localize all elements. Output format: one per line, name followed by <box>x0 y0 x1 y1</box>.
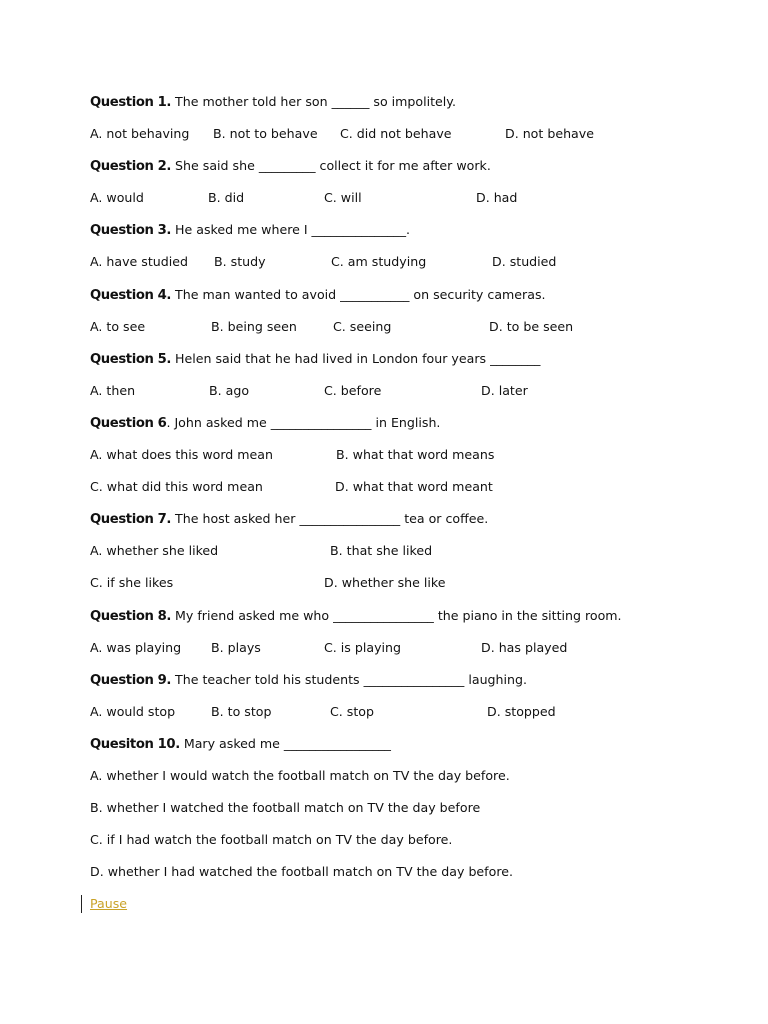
question-7-text: The host asked her ________________ tea or coffee. <box>171 511 489 527</box>
question-7-options-row-2 <box>90 573 740 605</box>
question-2-text: She said she _________ collect it for me after work. <box>171 158 491 174</box>
question-2-label: Question 2. <box>90 159 172 175</box>
question-4-option-b: B. being seen <box>211 318 297 334</box>
question-6-option-d: D. what that word meant <box>335 479 493 495</box>
question-9-label: Question 9. <box>90 672 172 688</box>
question-5-option-c: C. before <box>324 382 382 398</box>
question-3-option-a: A. have studied <box>90 254 189 270</box>
question-2-options <box>90 188 740 220</box>
question-10-label: Quesiton 10. <box>90 736 180 752</box>
question-10-option-b: B. whether I watched the football match on TV the day before <box>90 800 481 816</box>
question-8-options <box>90 638 740 670</box>
question-6-label: Question 6 <box>90 415 167 431</box>
question-1 <box>90 92 740 124</box>
question-7 <box>90 509 740 541</box>
question-5-options <box>90 381 740 413</box>
question-3-text: He asked me where I _______________. <box>171 222 411 238</box>
question-7-options-row-1 <box>90 541 740 573</box>
question-9-option-a: A. would stop <box>90 703 176 719</box>
question-6-option-b: B. what that word means <box>336 447 495 463</box>
question-8-option-c: C. is playing <box>324 639 402 655</box>
question-7-option-d: D. whether she like <box>324 575 446 591</box>
pause-row <box>90 894 740 918</box>
question-8-option-a: A. was playing <box>90 639 182 655</box>
question-9-option-b: B. to stop <box>211 703 272 719</box>
question-5-text: Helen said that he had lived in London four years ________ <box>171 350 541 366</box>
question-4-options <box>90 317 740 349</box>
question-5-option-b: B. ago <box>209 382 250 398</box>
question-2-option-d: D. had <box>476 190 518 206</box>
question-3-option-b: B. study <box>214 254 266 270</box>
question-1-option-d: D. not behave <box>505 126 594 142</box>
question-3 <box>90 220 740 252</box>
question-7-label: Question 7. <box>90 512 172 528</box>
question-9-option-d: D. stopped <box>487 703 556 719</box>
question-10-option-c: C. if I had watch the football match on TV the day before. <box>90 832 453 848</box>
question-4-option-a: A. to see <box>90 318 146 334</box>
pause-link[interactable]: Pause <box>90 896 128 912</box>
question-9-option-c: C. stop <box>330 703 374 719</box>
question-6-options-row-1 <box>90 445 740 477</box>
question-6-options-row-2 <box>90 477 740 509</box>
question-4-label: Question 4. <box>90 287 172 303</box>
question-5-option-a: A. then <box>90 382 136 398</box>
document-page <box>90 92 740 918</box>
question-7-option-b: B. that she liked <box>330 543 433 559</box>
question-3-options <box>90 252 740 284</box>
question-8 <box>90 606 740 638</box>
question-3-label: Question 3. <box>90 223 172 239</box>
question-6-option-c: C. what did this word mean <box>90 479 263 495</box>
question-3-option-d: D. studied <box>492 254 557 270</box>
question-1-options <box>90 124 740 156</box>
question-2-option-a: A. would <box>90 190 144 206</box>
question-2 <box>90 156 740 188</box>
question-3-option-c: C. am studying <box>331 254 427 270</box>
question-8-text: My friend asked me who ________________ the piano in the sitting room. <box>171 607 622 623</box>
question-7-option-a: A. whether she liked <box>90 543 219 559</box>
question-1-option-b: B. not to behave <box>213 126 318 142</box>
question-10-option-a: A. whether I would watch the football match on TV the day before. <box>90 767 510 783</box>
text-cursor <box>81 895 82 913</box>
question-1-option-a: A. not behaving <box>90 126 190 142</box>
question-6 <box>90 413 740 445</box>
question-4 <box>90 285 740 317</box>
question-5-label: Question 5. <box>90 351 172 367</box>
question-10-text: Mary asked me _________________ <box>179 735 391 751</box>
question-4-text: The man wanted to avoid ___________ on security cameras. <box>171 286 546 302</box>
question-4-option-c: C. seeing <box>333 318 392 334</box>
question-10-option-d: D. whether I had watched the football match on TV the day before. <box>90 864 513 880</box>
question-8-option-b: B. plays <box>211 639 261 655</box>
question-5 <box>90 349 740 381</box>
question-4-option-d: D. to be seen <box>489 318 574 334</box>
question-6-option-a: A. what does this word mean <box>90 447 274 463</box>
question-1-label: Question 1. <box>90 95 172 110</box>
question-7-option-c: C. if she likes <box>90 575 174 591</box>
question-8-option-d: D. has played <box>481 639 568 655</box>
question-9 <box>90 670 740 702</box>
question-5-option-d: D. later <box>481 382 528 398</box>
question-2-option-c: C. will <box>324 190 362 206</box>
question-1-option-c: C. did not behave <box>340 126 452 142</box>
question-6-text: . John asked me ________________ in English. <box>166 414 441 430</box>
question-8-label: Question 8. <box>90 608 172 624</box>
question-9-text: The teacher told his students ________________ laughing. <box>171 671 528 687</box>
question-10 <box>90 734 740 766</box>
question-1-text: The mother told her son ______ so impolitely. <box>171 94 456 109</box>
question-9-options <box>90 702 740 734</box>
question-2-option-b: B. did <box>208 190 245 206</box>
